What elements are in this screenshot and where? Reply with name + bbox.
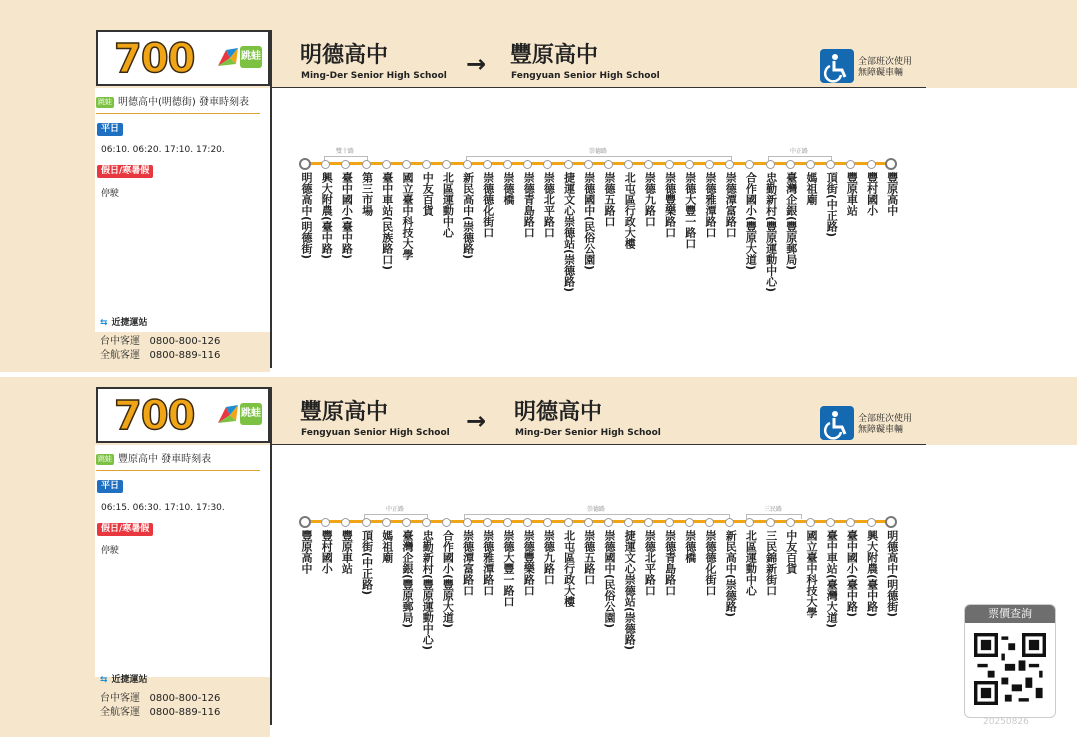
- origin-title-en: Fengyuan Senior High School: [301, 428, 450, 438]
- stop-marker: [523, 160, 532, 169]
- holiday-tag: 假日/寒暑假: [97, 165, 153, 178]
- stop-marker: [806, 160, 815, 169]
- holiday-status: 停駛: [101, 189, 120, 199]
- stop-name: 崇德青島路口: [663, 530, 677, 596]
- stop-name: 明德高中(明德街): [885, 530, 899, 618]
- accessibility-text: [858, 414, 912, 436]
- origin-title: 豐原高中: [300, 400, 389, 425]
- stop-name: 中友百貨: [784, 530, 798, 574]
- stop-name: 豐村國小: [865, 172, 879, 216]
- stop-marker: [766, 518, 775, 527]
- stop-marker: [867, 160, 876, 169]
- stop-marker: [341, 160, 350, 169]
- stop-marker: [846, 160, 855, 169]
- stop-marker: [705, 160, 714, 169]
- stop-name: 明德高中(明德街): [300, 172, 313, 260]
- transfer-phone: 0800-800-126: [149, 336, 221, 347]
- road-label: 崇德路: [588, 148, 607, 155]
- stop-name: 崇德橋: [502, 172, 515, 205]
- road-bracket: [768, 156, 832, 161]
- stop-marker: [786, 518, 795, 527]
- ticket-query-label: 票價查詢: [965, 605, 1055, 623]
- stop-name: 崇德雅潭路口: [481, 530, 495, 596]
- schedule-badge: 跳蛙: [98, 455, 112, 463]
- terminal-stop-marker: [885, 158, 897, 170]
- metro-icon: ⇆: [100, 675, 108, 685]
- stop-name: 崇德德化街口: [704, 530, 717, 596]
- route-logo: [96, 387, 270, 443]
- stop-marker: [442, 160, 451, 169]
- destination-title-en: Fengyuan Senior High School: [511, 71, 660, 81]
- road-label: 中正路: [789, 148, 808, 155]
- stop-marker: [745, 518, 754, 527]
- destination-title-en: Ming-Der Senior High School: [515, 428, 661, 438]
- terminal-stop-marker: [299, 516, 311, 528]
- stop-marker: [503, 518, 512, 527]
- stop-marker: [483, 160, 492, 169]
- stop-name: 忠勤新村(豐原運動中心): [764, 172, 778, 293]
- route-number: 700: [114, 36, 195, 82]
- holiday-tag: 假日/寒暑假: [97, 523, 153, 536]
- stop-name: 合作國小(豐原大道): [441, 530, 455, 629]
- direction-arrow-icon: →: [466, 407, 487, 435]
- transfer-item: [100, 692, 220, 706]
- stop-name: 興大附農(臺中路): [320, 172, 334, 260]
- transfer-item: [100, 706, 220, 720]
- sidebar-divider: [270, 30, 272, 368]
- accessibility-line2: 無障礙車輛: [858, 68, 904, 78]
- ticket-query-qr[interactable]: [964, 604, 1056, 718]
- stop-name: 中友百貨: [421, 172, 435, 216]
- stop-marker: [705, 518, 714, 527]
- stop-marker: [564, 160, 573, 169]
- schedule-title-text: 明德高中(明德街) 發車時刻表: [118, 97, 249, 108]
- metro-heading: [100, 674, 148, 686]
- terminal-stop-marker: [885, 516, 897, 528]
- header-rule: [272, 87, 926, 88]
- stop-name: 北屯區行政大樓: [562, 530, 576, 607]
- transfer-phone: 0800-889-116: [149, 707, 221, 718]
- stop-name: 臺中車站(臺灣大道): [825, 530, 839, 629]
- route-line: [305, 162, 891, 165]
- wheelchair-icon: [820, 406, 854, 440]
- stop-name: 北屯區行政大樓: [623, 172, 637, 249]
- weekday-times: 06:10. 06:20. 17:10. 17:20.: [101, 145, 225, 155]
- stop-name: 捷運文心崇德站(崇德路): [562, 172, 576, 293]
- stop-marker: [604, 160, 613, 169]
- route-number: 700: [114, 393, 195, 439]
- stop-marker: [321, 518, 330, 527]
- transfer-company: 台中客運: [100, 693, 140, 704]
- accessibility-line2: 無障礙車輛: [858, 425, 904, 435]
- stop-name: 新民高中(崇德路): [724, 530, 738, 618]
- stop-marker: [624, 160, 633, 169]
- stop-marker: [402, 518, 411, 527]
- stop-name: 崇德九路口: [542, 530, 556, 585]
- route-line: [305, 520, 891, 523]
- stop-marker: [725, 518, 734, 527]
- stop-name: 崇德國中(民俗公園): [603, 530, 616, 629]
- stop-name: 媽祖廟: [380, 530, 394, 563]
- stop-marker: [362, 160, 371, 169]
- stop-name: 媽祖廟: [805, 172, 818, 205]
- stop-name: 崇德青島路口: [522, 172, 536, 238]
- stop-name: 臺灣企銀(豐原郵局): [784, 172, 798, 271]
- metro-heading-text: 近捷運站: [111, 675, 148, 685]
- stop-marker: [523, 518, 532, 527]
- stop-name: 國立臺中科技大學: [401, 172, 414, 260]
- stop-name: 臺中國小(臺中路): [845, 530, 859, 618]
- stop-marker: [341, 518, 350, 527]
- accessibility-line1: 全部班次使用: [858, 414, 913, 424]
- stop-name: 崇德九路口: [643, 172, 657, 227]
- destination-title: 明德高中: [514, 400, 603, 425]
- transfer-list: [100, 692, 220, 720]
- stop-marker: [463, 160, 472, 169]
- schedule-underline: [96, 470, 260, 471]
- stop-name: 豐原高中: [885, 172, 899, 216]
- stop-marker: [826, 160, 835, 169]
- stop-marker: [867, 518, 876, 527]
- stop-name: 崇德北平路口: [643, 530, 657, 596]
- stop-name: 第三市場: [360, 172, 374, 216]
- route-logo: [96, 30, 270, 86]
- accessibility-text: [858, 57, 912, 79]
- stop-name: 崇德豐樂路口: [522, 530, 536, 596]
- transfer-list: [100, 335, 220, 363]
- transfer-company: 全航客運: [100, 707, 140, 718]
- stop-name: 崇德豐樂路口: [663, 172, 677, 238]
- stop-name: 崇德潭富路口: [724, 172, 738, 238]
- stop-marker: [543, 518, 552, 527]
- stop-name: 豐原車站: [845, 172, 859, 216]
- stop-marker: [766, 160, 775, 169]
- holiday-status: 停駛: [101, 546, 120, 556]
- stop-marker: [422, 518, 431, 527]
- schedule-underline: [96, 113, 260, 114]
- stop-name: 頂街(中正路): [360, 530, 374, 596]
- stop-marker: [584, 160, 593, 169]
- stop-name: 臺中車站(民族路口): [380, 172, 394, 271]
- stop-marker: [826, 518, 835, 527]
- stop-marker: [846, 518, 855, 527]
- transfer-item: [100, 335, 220, 349]
- stop-name: 崇德潭富路口: [461, 530, 475, 596]
- transfer-item: [100, 349, 220, 363]
- stop-name: 崇德雅潭路口: [704, 172, 717, 238]
- schedule-title-text: 豐原高中 發車時刻表: [118, 454, 212, 465]
- origin-title-en: Ming-Der Senior High School: [301, 71, 447, 81]
- stop-name: 豐原高中: [300, 530, 313, 574]
- stop-marker: [422, 160, 431, 169]
- weekday-times: 06:15. 06:30. 17:10. 17:30.: [101, 503, 225, 513]
- stop-marker: [382, 518, 391, 527]
- stop-name: 臺灣企銀(豐原郵局): [401, 530, 414, 629]
- stop-marker: [584, 518, 593, 527]
- origin-title: 明德高中: [300, 43, 389, 68]
- stop-name: 新民高中(崇德路): [461, 172, 475, 260]
- version-date: 20250826: [983, 717, 1029, 727]
- stop-marker: [786, 160, 795, 169]
- header-rule: [272, 444, 926, 445]
- stop-marker: [725, 160, 734, 169]
- stop-name: 崇德國中(民俗公園): [582, 172, 596, 271]
- stop-marker: [402, 160, 411, 169]
- schedule-title: [96, 96, 249, 110]
- stop-name: 崇德五路口: [603, 172, 616, 227]
- stop-marker: [442, 518, 451, 527]
- road-label: 三民路: [763, 506, 782, 513]
- stop-name: 崇德橋: [683, 530, 697, 563]
- stop-marker: [564, 518, 573, 527]
- stop-marker: [665, 518, 674, 527]
- stop-name: 崇德德化街口: [481, 172, 495, 238]
- direction-arrow-icon: →: [466, 50, 487, 78]
- stop-marker: [745, 160, 754, 169]
- transfer-phone: 0800-800-126: [149, 693, 221, 704]
- stop-name: 忠勤新村(豐原運動中心): [421, 530, 435, 651]
- qr-code-icon: [974, 633, 1046, 705]
- stop-name: 崇德五路口: [582, 530, 596, 585]
- stop-name: 捷運文心崇德站(崇德路): [623, 530, 637, 651]
- road-label: 雙十路: [335, 148, 354, 155]
- stop-marker: [543, 160, 552, 169]
- stop-marker: [644, 160, 653, 169]
- stop-name: 臺中國小(臺中路): [340, 172, 354, 260]
- route-section-2: [0, 377, 1077, 737]
- stop-name: 崇德北平路口: [542, 172, 556, 238]
- stop-marker: [624, 518, 633, 527]
- stop-marker: [463, 518, 472, 527]
- frog-logo-icon: [216, 403, 240, 425]
- stop-marker: [604, 518, 613, 527]
- road-bracket: [364, 514, 428, 519]
- tiaowa-badge: 跳蛙: [240, 46, 262, 68]
- weekday-tag: 平日: [97, 123, 123, 136]
- metro-icon: ⇆: [100, 318, 108, 328]
- terminal-stop-marker: [299, 158, 311, 170]
- stop-name: 豐村國小: [320, 530, 334, 574]
- transfer-phone: 0800-889-116: [149, 350, 221, 361]
- schedule-title: [96, 453, 211, 467]
- stop-marker: [685, 160, 694, 169]
- road-label: 中正路: [385, 506, 404, 513]
- metro-heading-text: 近捷運站: [111, 318, 148, 328]
- transfer-company: 全航客運: [100, 350, 140, 361]
- transfer-company: 台中客運: [100, 336, 140, 347]
- stop-marker: [483, 518, 492, 527]
- stop-marker: [806, 518, 815, 527]
- frog-logo-icon: [216, 46, 240, 68]
- stop-marker: [503, 160, 512, 169]
- stop-marker: [665, 160, 674, 169]
- stop-marker: [382, 160, 391, 169]
- stop-name: 合作國小(豐原大道): [744, 172, 758, 271]
- schedule-badge: 跳蛙: [98, 98, 112, 106]
- stop-name: 崇德大豐一路口: [502, 530, 515, 607]
- stop-marker: [685, 518, 694, 527]
- stop-name: 興大附農(臺中路): [865, 530, 879, 618]
- sidebar-divider: [270, 387, 272, 725]
- road-label: 崇德路: [586, 506, 605, 513]
- stop-name: 北區運動中心: [744, 530, 758, 596]
- accessibility-line1: 全部班次使用: [858, 57, 913, 67]
- stop-name: 崇德大豐一路口: [683, 172, 697, 249]
- tiaowa-badge: 跳蛙: [240, 403, 262, 425]
- stop-marker: [321, 160, 330, 169]
- wheelchair-icon: [820, 49, 854, 83]
- destination-title: 豐原高中: [510, 43, 599, 68]
- stop-marker: [644, 518, 653, 527]
- stop-marker: [362, 518, 371, 527]
- stop-name: 國立臺中科技大學: [805, 530, 818, 618]
- stop-name: 三民錦新街口: [764, 530, 778, 596]
- stop-name: 北區運動中心: [441, 172, 455, 238]
- metro-heading: [100, 317, 148, 329]
- weekday-tag: 平日: [97, 480, 123, 493]
- stop-name: 頂街(中正路): [825, 172, 839, 238]
- stop-name: 豐原車站: [340, 530, 354, 574]
